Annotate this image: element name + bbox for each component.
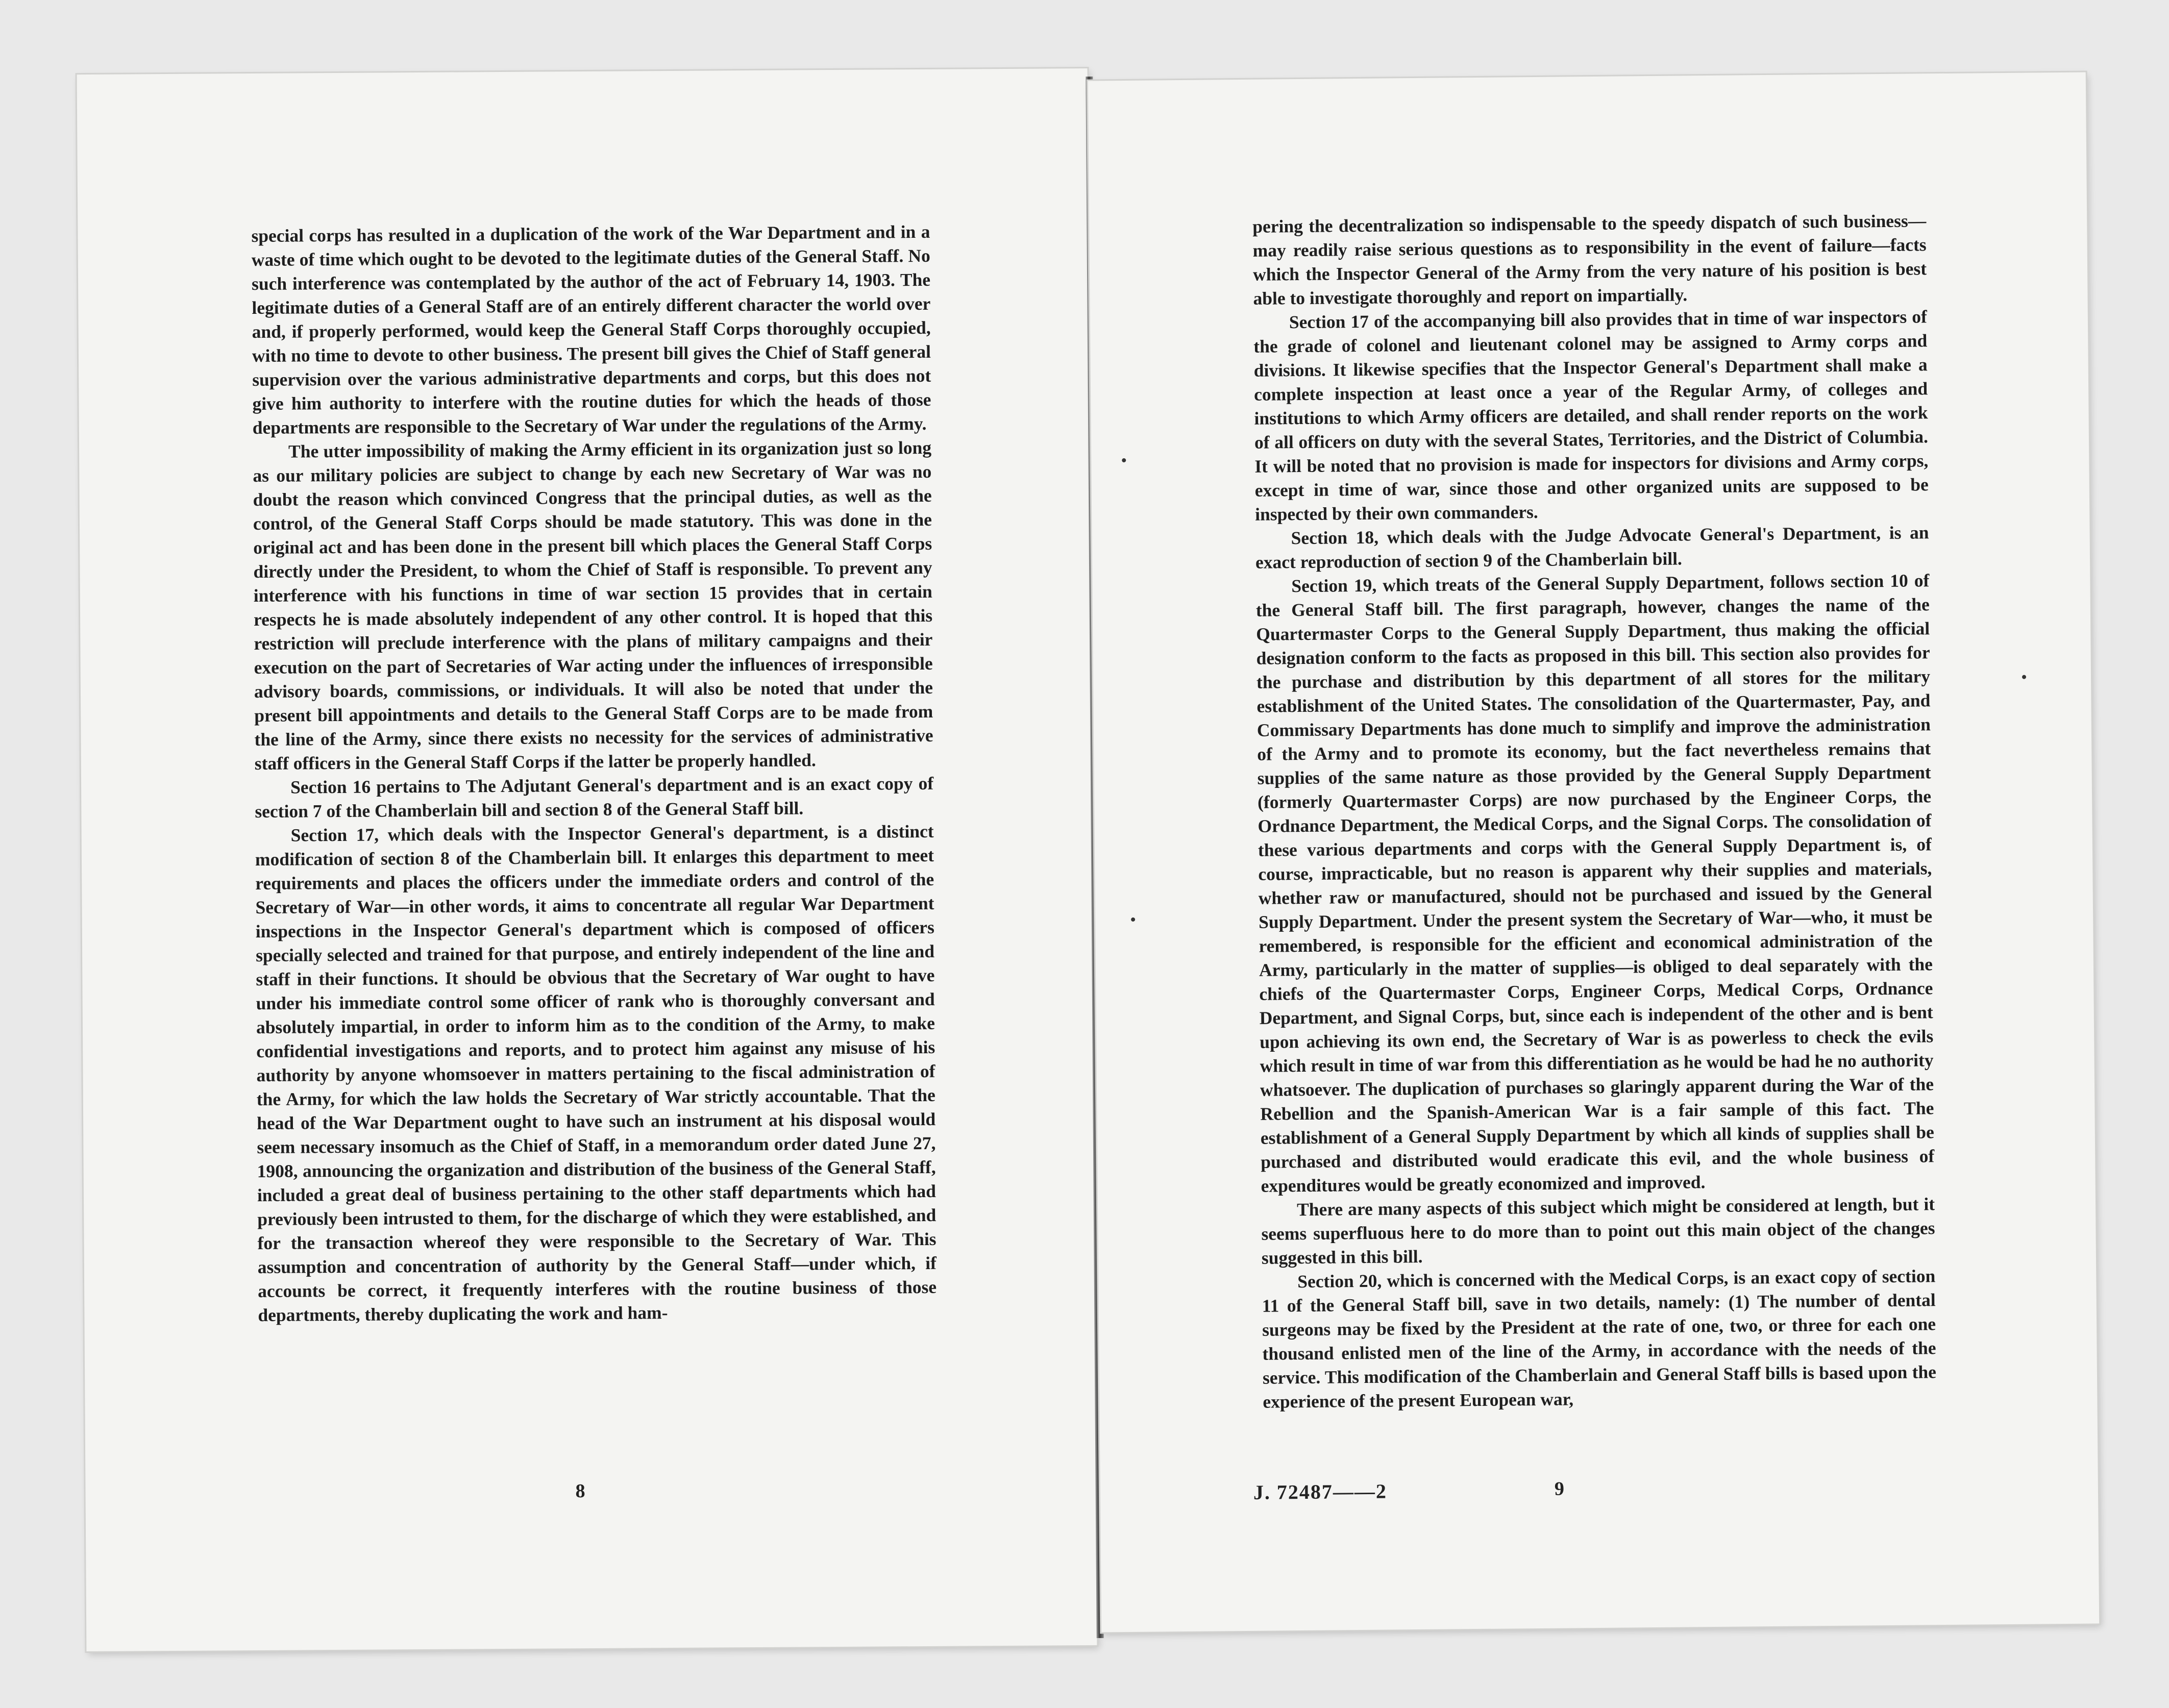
paragraph: pering the decentralization so indispensable to the speedy dispatch of such business—may readily raise serious questions as to responsibility in the event of failure—facts which the Inspector General of the Army from the very nature of his position is best able to investigate thoroughly and report on impartially.: [1252, 210, 1927, 309]
paragraph: Section 17 of the accompanying bill also provides that in time of war inspectors of the grade of colonel and lieutenant colonel may be assigned to Army corps and divisions. It likewise specifies that the Inspector General's Department shall make a complete inspection at least once a year of the Regular Army, of colleges and institutions to which Army officers are detailed, and shall render reports on the work of all officers on duty with the several States, Territories, and the District of Columbia. It will be noted that no provision is made for inspectors for divisions and Army corps, except in time of war, since those and other organized units are supposed to be inspected by their own commanders.: [1253, 306, 1929, 525]
printer-signature-mark: J. 72487——2: [1253, 1479, 1388, 1504]
paragraph: special corps has resulted in a duplication of the work of the War Department and in a waste of time which ought to be devoted to the legitimate duties of the General Staff. No such interference was contemplated by the author of the act of February 14, 1903. The legitimate duties of a General Staff are of an entirely different character the world over and, if properly performed, would keep the General Staff Corps thoroughly occupied, with no time to devote to other business. The present bill gives the Chief of Staff general supervision over the various administrative departments and corps, but this does not give him authority to interfere with the routine duties for which the heads of those departments are responsible to the Secretary of War under the regulations of the Army.: [251, 221, 931, 438]
left-page: [77, 68, 1097, 1651]
paragraph: Section 16 pertains to The Adjutant General's department and is an exact copy of section 7 of the Chamberlain bill and section 8 of the General Staff bill.: [255, 773, 934, 822]
right-page: [1088, 72, 2099, 1632]
paragraph: The utter impossibility of making the Army efficient in its organization just so long as our military policies are subject to change by each new Secretary of War was no doubt the reason which convinced Congress that the principal duties, as well as the control, of the General Staff Corps should be made statutory. This was done in the original act and has been done in the present bill which places the General Staff Corps directly under the President, to whom the Chief of Staff is responsible. To prevent any interference with his functions in time of war section 15 provides that in certain respects he is made absolutely independent of any other control. It is hoped that this restriction will preclude interference with the plans of military campaigns and their execution on the part of Secretaries of War acting under the influences of irresponsible advisory boards, commissions, or individuals. It will also be noted that under the present bill appointments and details to the General Staff Corps are to be made from the line of the Army, since there exists no necessity for the services of administrative staff officers in the General Staff Corps if the latter be properly handled.: [253, 437, 933, 774]
paragraph: Section 17, which deals with the Inspector General's department, is a distinct modification of section 8 of the Chamberlain bill. It enlarges this department to meet requirements and places the officers under the immediate orders and control of the Secretary of War—in other words, it aims to concentrate all regular War Department inspections in the Inspector General's department which is composed of officers specially selected and trained for that purpose, and entirely independent of the line and staff in their functions. It should be obvious that the Secretary of War ought to have under his immediate control some officer of rank who is thoroughly conversant and absolutely impartial, in order to inform him as to the condition of the Army, to make confidential investigations and reports, and to protect him against any misuse of his authority by anyone whomsoever in matters pertaining to the fiscal administration of the Army, for which the law holds the Secretary of War strictly accountable. That the head of the War Department ought to have such an instrument at his disposal would seem necessary insomuch as the Chief of Staff, in a memorandum order dated June 27, 1908, announcing the organization and distribution of the business of the General Staff, included a great deal of business pertaining to the other staff departments which had previously been intrusted to them, for the discharge of which they were established, and for the transaction whereof they were responsible to the Secretary of War. This assumption and concentration of authority by the General Staff—under which, if accounts be correct, it frequently interferes with the routine business of those departments, thereby duplicating the work and ham-: [255, 821, 937, 1325]
left-page-text: [251, 220, 936, 1327]
paragraph: There are many aspects of this subject which might be considered at length, but it seems superfluous here to do more than to point out this main object of the changes suggested in this bill.: [1261, 1194, 1935, 1268]
paragraph: Section 18, which deals with the Judge Advocate General's Department, is an exact reproduction of section 9 of the Chamberlain bill.: [1255, 522, 1929, 573]
paragraph: Section 20, which is concerned with the Medical Corps, is an exact copy of section 11 of the General Staff bill, save in two details, namely: (1) The number of dental surgeons may be fixed by the President at the rate of one, two, or three for each one thousand enlisted men of the line of the Army, in accordance with the needs of the service. This modification of the Chamberlain and General Staff bills is based upon the experience of the present European war,: [1262, 1266, 1937, 1412]
ink-speck: [1122, 458, 1126, 462]
right-page-text: [1252, 209, 1936, 1414]
page-number: 9: [1554, 1478, 1565, 1500]
ink-speck: [1131, 918, 1135, 922]
page-number: 8: [575, 1480, 585, 1502]
ink-speck: [2022, 675, 2026, 679]
paragraph: Section 19, which treats of the General Supply Department, follows section 10 of the General Staff bill. The first paragraph, however, changes the name of the Quartermaster Corps to the General Supply Department, thus making the official designation conform to the facts as proposed in this bill. This section also provides for the purchase and distribution by this department of all stores for the military establishment of the United States. The consolidation of the Quartermaster, Pay, and Commissary Departments has done much to simplify and improve the administration of the Army and to promote its economy, but the fact nevertheless remains that supplies of the same nature as those provided by the General Supply Department (formerly Quartermaster Corps) are now purchased by the Engineer Corps, the Ordnance Department, the Medical Corps, and the Signal Corps. The consolidation of these various departments and corps with the General Supply Department is, of course, impracticable, but no reason is apparent why their supplies and materials, whether raw or manufactured, should not be purchased and issued by the General Supply Department. Under the present system the Secretary of War—who, it must be remembered, is responsible for the efficient and economical administration of the Army, particularly in the matter of supplies—is obliged to deal separately with the chiefs of the Quartermaster Corps, Engineer Corps, Medical Corps, Ordnance Department, and Signal Corps, but, since each is independent of the other and is bent upon achieving its own end, the Secretary of War is as powerless to check the evils which result in time of war from this differentiation as he would be had he no authority whatsoever. The duplication of purchases so glaringly apparent during the War of the Rebellion and the Spanish-American War is a fair sample of this fact. The establishment of a General Supply Department by which all kinds of supplies shall be purchased and distributed would eradicate this evil, and the whole business of expenditures would be greatly economized and improved.: [1255, 570, 1935, 1196]
